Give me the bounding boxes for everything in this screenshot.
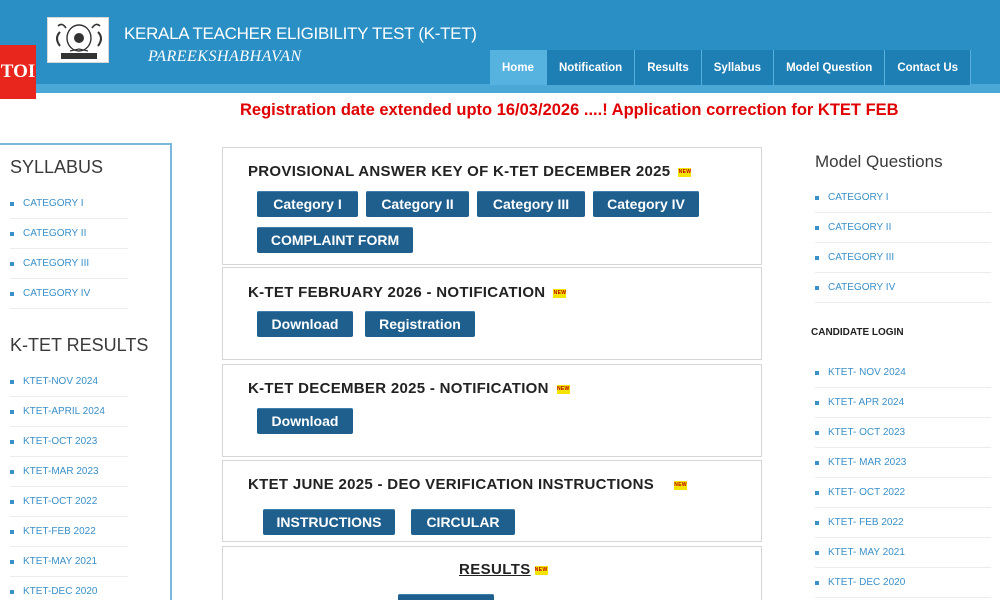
syllabus-list — [10, 189, 128, 309]
bullet-icon — [10, 470, 14, 474]
bullet-icon — [815, 371, 819, 375]
bullet-icon — [10, 560, 14, 564]
login-link-dec-2020[interactable]: KTET- DEC 2020 — [815, 568, 991, 598]
login-link-nov-2024[interactable]: KTET- NOV 2024 — [815, 358, 991, 388]
bullet-icon — [815, 286, 819, 290]
deo-verification-panel — [222, 460, 762, 542]
login-link-apr-2024[interactable]: KTET- APR 2024 — [815, 388, 991, 418]
bullet-icon — [10, 262, 14, 266]
site-subtitle: PAREEKSHABHAVAN — [148, 48, 302, 65]
main-nav — [490, 50, 971, 85]
bullet-icon — [10, 380, 14, 384]
answer-key-category-2-button[interactable]: Category II — [366, 191, 469, 217]
nav-results[interactable]: Results — [635, 50, 702, 85]
result-link-oct-2023[interactable]: KTET-OCT 2023 — [10, 427, 128, 457]
model-questions-list — [815, 183, 991, 303]
bullet-icon — [815, 581, 819, 585]
complaint-form-button[interactable]: COMPLAINT FORM — [257, 227, 413, 253]
candidate-login-list — [815, 358, 991, 598]
feb-download-button[interactable]: Download — [257, 311, 353, 337]
bullet-icon — [10, 440, 14, 444]
bullet-icon — [815, 196, 819, 200]
result-link-mar-2023[interactable]: KTET-MAR 2023 — [10, 457, 128, 487]
circular-button[interactable]: CIRCULAR — [411, 509, 515, 535]
candidate-login-heading: CANDIDATE LOGIN — [811, 327, 904, 338]
model-link-category-2[interactable]: CATEGORY II — [815, 213, 991, 243]
result-link-oct-2022[interactable]: KTET-OCT 2022 — [10, 487, 128, 517]
result-link-may-2021[interactable]: KTET-MAY 2021 — [10, 547, 128, 577]
results-heading: K-TET RESULTS — [10, 335, 149, 355]
feb-notification-panel — [222, 267, 762, 360]
login-link-feb-2022[interactable]: KTET- FEB 2022 — [815, 508, 991, 538]
syllabus-link-category-1[interactable]: CATEGORY I — [10, 189, 128, 219]
bullet-icon — [10, 500, 14, 504]
feb-notification-title: K-TET FEBRUARY 2026 - NOTIFICATION NEW — [248, 284, 567, 301]
site-title: KERALA TEACHER ELIGIBILITY TEST (K-TET) — [124, 24, 477, 43]
instructions-button[interactable]: INSTRUCTIONS — [263, 509, 395, 535]
dec-download-button[interactable]: Download — [257, 408, 353, 434]
announcement-marquee[interactable]: Registration date extended upto 16/03/2026 ....! Application correction for KTET FEB — [240, 101, 899, 119]
answer-key-panel — [222, 147, 762, 265]
result-link-dec-2020[interactable]: KTET-DEC 2020 — [10, 577, 128, 600]
header-band — [0, 84, 1000, 93]
new-badge-icon: NEW — [678, 168, 692, 175]
bullet-icon — [815, 521, 819, 525]
bullet-icon — [10, 590, 14, 594]
bullet-icon — [10, 202, 14, 206]
dec-notification-title: K-TET DECEMBER 2025 - NOTIFICATION NEW — [248, 380, 570, 397]
model-link-category-1[interactable]: CATEGORY I — [815, 183, 991, 213]
bullet-icon — [10, 530, 14, 534]
bullet-icon — [815, 226, 819, 230]
bullet-icon — [815, 431, 819, 435]
model-link-category-3[interactable]: CATEGORY III — [815, 243, 991, 273]
nav-model-question[interactable]: Model Question — [774, 50, 885, 85]
deo-verification-title: KTET JUNE 2025 - DEO VERIFICATION INSTRUCTIONS NEW — [248, 476, 687, 493]
answer-key-title: PROVISIONAL ANSWER KEY OF K-TET DECEMBER 2025 NEW — [248, 163, 692, 180]
bullet-icon — [815, 551, 819, 555]
bullet-icon — [10, 292, 14, 296]
nav-home[interactable]: Home — [490, 50, 547, 85]
bullet-icon — [815, 461, 819, 465]
login-link-mar-2023[interactable]: KTET- MAR 2023 — [815, 448, 991, 478]
nav-contact-us[interactable]: Contact Us — [885, 50, 971, 85]
syllabus-link-category-2[interactable]: CATEGORY II — [10, 219, 128, 249]
login-link-may-2021[interactable]: KTET- MAY 2021 — [815, 538, 991, 568]
results-title: RESULTS NEW — [459, 561, 548, 578]
results-button-partial[interactable] — [398, 594, 494, 600]
new-badge-icon: NEW — [553, 289, 567, 296]
answer-key-category-4-button[interactable]: Category IV — [593, 191, 699, 217]
results-list — [10, 367, 128, 600]
model-questions-heading: Model Questions — [815, 152, 943, 171]
bullet-icon — [815, 256, 819, 260]
syllabus-link-category-3[interactable]: CATEGORY III — [10, 249, 128, 279]
new-badge-icon: NEW — [674, 481, 687, 488]
nav-syllabus[interactable]: Syllabus — [702, 50, 774, 85]
syllabus-heading: SYLLABUS — [10, 157, 104, 177]
answer-key-category-3-button[interactable]: Category III — [477, 191, 585, 217]
kerala-emblem-logo[interactable] — [47, 17, 109, 63]
result-link-nov-2024[interactable]: KTET-NOV 2024 — [10, 367, 128, 397]
syllabus-link-category-4[interactable]: CATEGORY IV — [10, 279, 128, 309]
bullet-icon — [815, 401, 819, 405]
answer-key-category-1-button[interactable]: Category I — [257, 191, 358, 217]
feb-registration-button[interactable]: Registration — [365, 311, 475, 337]
new-badge-icon: NEW — [556, 385, 570, 392]
new-badge-icon: NEW — [534, 566, 548, 573]
bullet-icon — [815, 491, 819, 495]
login-link-oct-2023[interactable]: KTET- OCT 2023 — [815, 418, 991, 448]
result-link-april-2024[interactable]: KTET-APRIL 2024 — [10, 397, 128, 427]
dec-notification-panel — [222, 364, 762, 457]
login-link-oct-2022[interactable]: KTET- OCT 2022 — [815, 478, 991, 508]
bullet-icon — [10, 410, 14, 414]
model-link-category-4[interactable]: CATEGORY IV — [815, 273, 991, 303]
bullet-icon — [10, 232, 14, 236]
toi-watermark-badge: TOI — [0, 45, 36, 99]
nav-notification[interactable]: Notification — [547, 50, 635, 85]
result-link-feb-2022[interactable]: KTET-FEB 2022 — [10, 517, 128, 547]
